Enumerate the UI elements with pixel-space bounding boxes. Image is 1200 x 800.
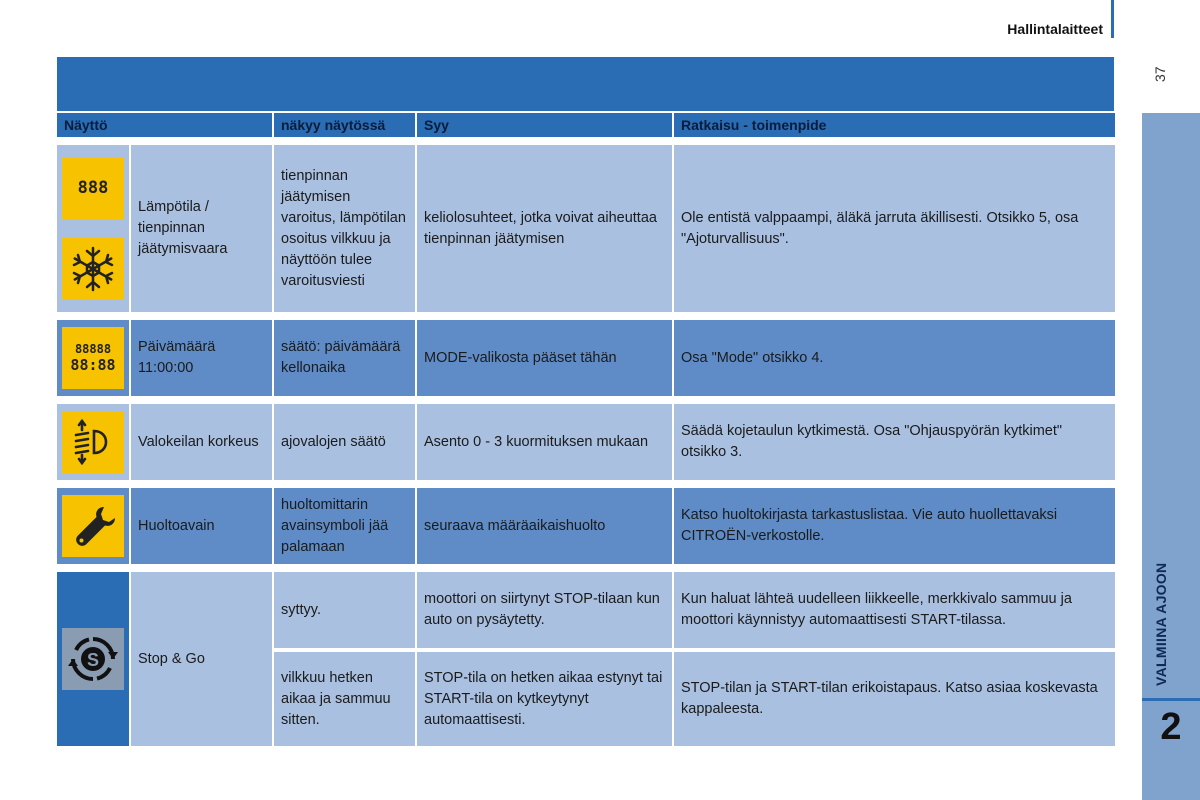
svg-text:S: S — [86, 650, 100, 670]
display-date-digits: 88888 — [74, 342, 112, 356]
table-row — [57, 145, 1115, 312]
row-cause: moottori on siirtynyt STOP-tilaan kun auto on pysäytetty. — [417, 572, 674, 648]
row-cause: Asento 0 - 3 kuormituksen mukaan — [417, 404, 674, 480]
display-digits: 888 — [77, 178, 109, 198]
row-solution: Osa "Mode" otsikko 4. — [674, 320, 1115, 396]
row-label: Stop & Go — [131, 572, 274, 746]
table-title-band — [57, 57, 1114, 111]
snowflake-icon — [62, 238, 124, 300]
row-cause: STOP-tila on hetken aikaa estynyt tai START-tila on kytkeytynyt automaattisesti. — [417, 648, 674, 746]
row-label: Päivämäärä 11:00:00 — [131, 320, 274, 396]
column-header-solution: Ratkaisu - toimenpide — [674, 113, 1115, 137]
column-header-shown: näkyy näytössä — [274, 113, 417, 137]
chapter-number: 2 — [1160, 706, 1182, 748]
table-row — [57, 404, 1115, 480]
row-icons — [57, 404, 131, 480]
table-header-row — [57, 113, 1115, 137]
row-solution: STOP-tilan ja START-tilan erikoistapaus. Katso asiaa koskevasta kappaleesta. — [674, 648, 1115, 746]
row-label: Valokeilan korkeus — [131, 404, 274, 480]
page-number: 37 — [1152, 66, 1168, 82]
header-divider — [1111, 0, 1114, 38]
table-row — [57, 320, 1115, 396]
headlamp-level-icon — [62, 411, 124, 473]
display-time-digits: 88:88 — [70, 356, 116, 374]
chapter-divider — [1142, 698, 1200, 701]
chapter-sidebar — [1142, 113, 1200, 800]
row-solution: Katso huoltokirjasta tarkastuslistaa. Vie auto huollettavaksi CITROËN-verkostolle. — [674, 488, 1115, 564]
row-icons — [57, 488, 131, 564]
row-solution: Kun haluat lähteä uudelleen liikkeelle, merkkivalo sammuu ja moottori käynnistyy automaattisesti START-tilassa. — [674, 572, 1115, 648]
row-icons — [57, 320, 131, 396]
section-title: Hallintalaitteet — [1007, 21, 1103, 37]
row-icons — [57, 145, 131, 312]
row-icons — [57, 572, 131, 746]
row-cause: keliolosuhteet, jotka voivat aiheuttaa tienpinnan jäätymisen — [417, 145, 674, 312]
row-shown: syttyy. — [274, 572, 417, 648]
column-header-display: Näyttö — [57, 113, 274, 137]
row-shown: huoltomittarin avainsymboli jää palamaan — [274, 488, 417, 564]
row-shown: säätö: päivämäärä kellonaika — [274, 320, 417, 396]
row-solution: Ole entistä valppaampi, äläkä jarruta äkillisesti. Otsikko 5, osa "Ajoturvallisuus". — [674, 145, 1115, 312]
table-row — [57, 488, 1115, 564]
column-header-cause: Syy — [417, 113, 674, 137]
date-time-display-icon — [62, 327, 124, 389]
row-label: Lämpötila / tienpinnan jäätymisvaara — [131, 145, 274, 312]
display-messages-table — [57, 113, 1115, 746]
display-88-8-icon — [62, 158, 124, 220]
row-shown: ajovalojen säätö — [274, 404, 417, 480]
stop-and-go-icon — [62, 628, 124, 690]
row-label: Huoltoavain — [131, 488, 274, 564]
row-shown: vilkkuu hetken aikaa ja sammuu sitten. — [274, 648, 417, 746]
wrench-icon — [62, 495, 124, 557]
row-cause: MODE-valikosta pääset tähän — [417, 320, 674, 396]
row-solution: Säädä kojetaulun kytkimestä. Osa "Ohjauspyörän kytkimet" otsikko 3. — [674, 404, 1115, 480]
table-row — [57, 572, 1115, 648]
chapter-title: VALMIINA AJOON — [1153, 562, 1169, 686]
row-cause: seuraava määräaikaishuolto — [417, 488, 674, 564]
row-shown: tienpinnan jäätymisen varoitus, lämpötilan osoitus vilkkuu ja näyttöön tulee varoitusviesti — [274, 145, 417, 312]
